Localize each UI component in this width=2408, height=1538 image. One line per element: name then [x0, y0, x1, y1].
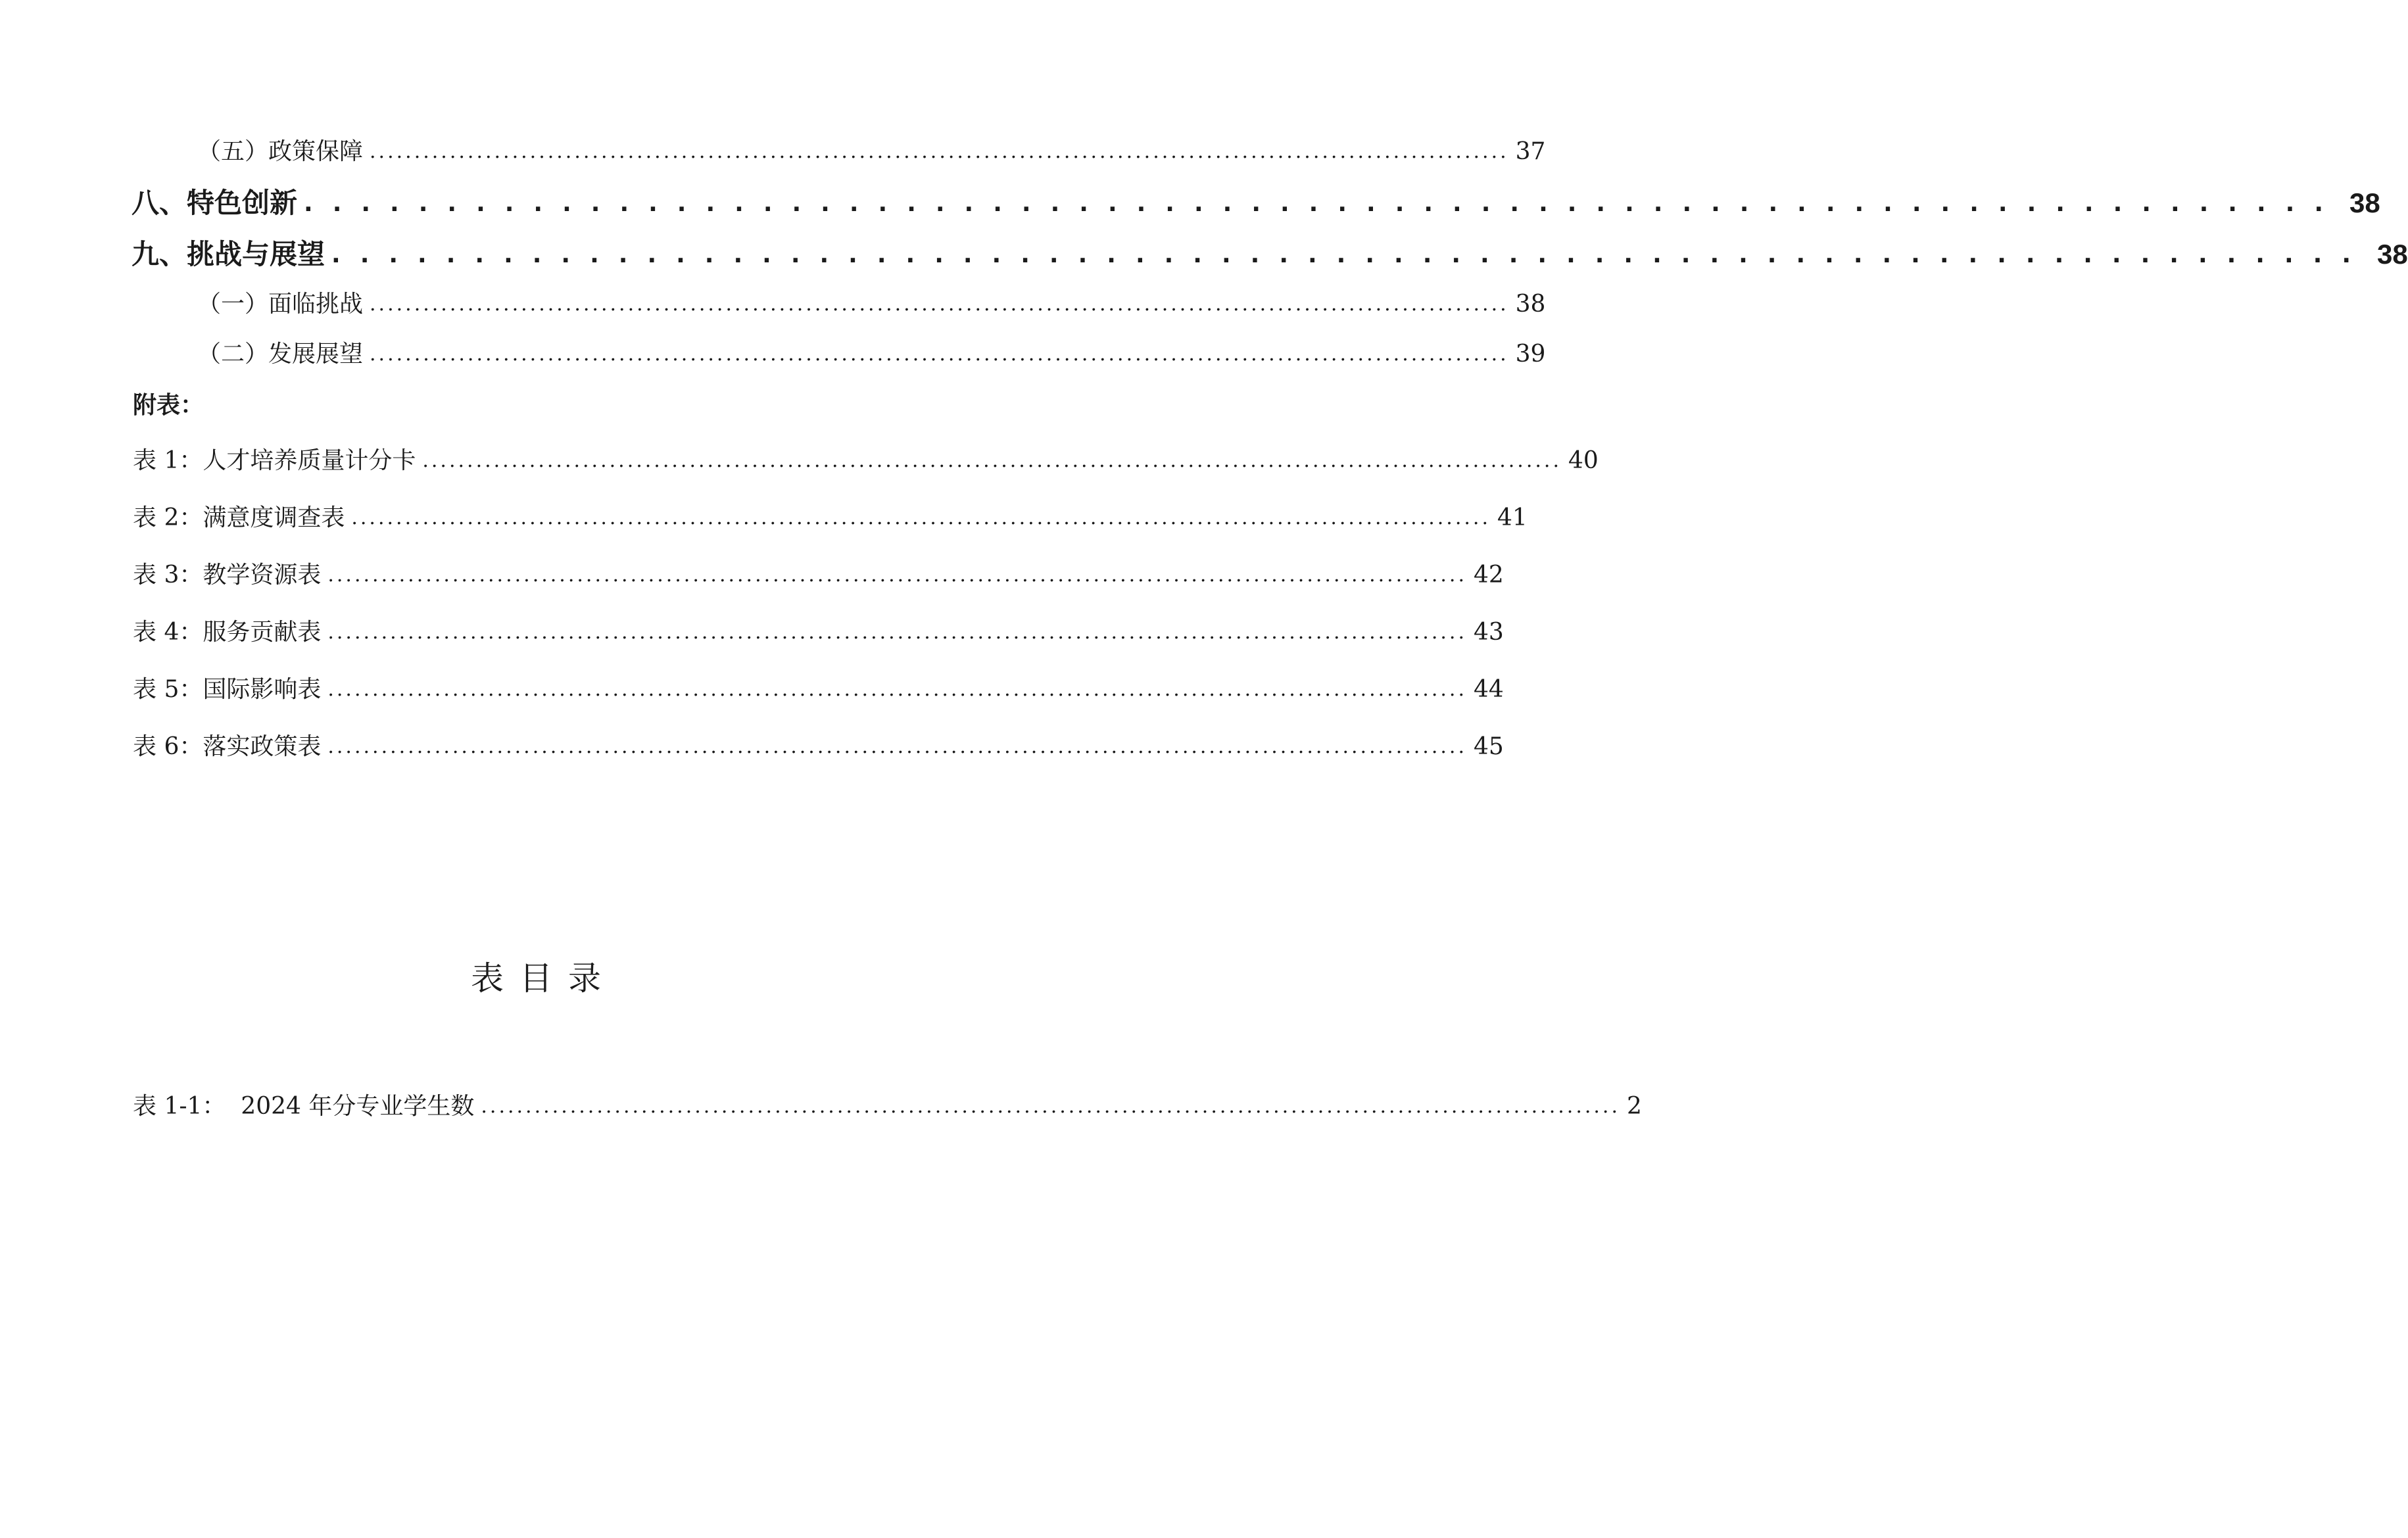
toc-appendix-entry-3[interactable] [133, 556, 1504, 590]
appendix-heading: 附表： [133, 392, 205, 419]
toc-entry-page: 39 [1515, 341, 1546, 368]
tables-toc-entry-1[interactable] [133, 1088, 1642, 1121]
dot-leader: ................................................................................................................................ [422, 449, 1562, 472]
toc-entry-label: （五）政策保障 [197, 138, 364, 165]
toc-appendix-entry-6[interactable] [133, 728, 1504, 761]
toc-entry-featured-innovation[interactable] [132, 181, 2380, 221]
toc-entry-label: 八、特色创新 [132, 187, 298, 219]
toc-entry-outlook[interactable] [197, 335, 1546, 369]
dot-leader: ................................................................................................................................ [351, 506, 1491, 529]
toc-entry-label: 表 1：人才培养质量计分卡 [133, 447, 416, 474]
toc-appendix-entry-2[interactable] [133, 499, 1528, 533]
toc-entry-label: 表 1-1： 2024 年分专业学生数 [133, 1093, 475, 1120]
toc-entry-label: 表 4：服务贡献表 [133, 619, 322, 646]
dot-leader: ....................................................................... [304, 190, 2343, 217]
toc-entry-policy-guarantee[interactable] [197, 133, 1546, 166]
toc-appendix-entry-1[interactable] [133, 442, 1599, 475]
toc-entry-label: 表 3：教学资源表 [133, 562, 322, 589]
dot-leader: ................................................................................................................................ [370, 343, 1509, 366]
toc-appendix-entry-4[interactable] [133, 613, 1504, 647]
toc-entry-page: 2 [1627, 1093, 1642, 1120]
dot-leader: ....................................................................... [331, 241, 2371, 268]
toc-entry-page: 38 [1515, 291, 1546, 318]
tables-toc-title: 表目录 [471, 959, 617, 997]
dot-leader: ................................................................................................................................ [327, 735, 1467, 758]
toc-entry-label: 表 5：国际影响表 [133, 676, 322, 703]
dot-leader: ................................................................................................................................ [370, 293, 1509, 316]
toc-entry-challenges[interactable] [197, 285, 1546, 319]
dot-leader: ................................................................................................................................ [327, 621, 1467, 644]
toc-entry-page: 38 [2349, 187, 2380, 218]
toc-entry-page: 38 [2377, 239, 2408, 270]
toc-entry-page: 41 [1497, 504, 1528, 531]
toc-entry-label: （一）面临挑战 [197, 291, 364, 318]
toc-entry-label: 九、挑战与展望 [132, 238, 325, 270]
toc-entry-label: 表 2：满意度调查表 [133, 504, 345, 531]
dot-leader: ................................................................................................................................ [370, 140, 1509, 163]
toc-entry-page: 43 [1473, 619, 1504, 646]
toc-entry-challenges-outlook[interactable] [132, 233, 2408, 272]
toc-entry-label: （二）发展展望 [197, 341, 364, 368]
dot-leader: ................................................................................................................................ [481, 1095, 1620, 1118]
dot-leader: ................................................................................................................................ [327, 678, 1467, 701]
toc-entry-page: 44 [1473, 676, 1504, 703]
toc-entry-page: 37 [1515, 138, 1546, 165]
toc-appendix-entry-5[interactable] [133, 671, 1504, 704]
toc-entry-page: 42 [1473, 562, 1504, 589]
toc-entry-page: 45 [1473, 733, 1504, 760]
toc-entry-label: 表 6：落实政策表 [133, 733, 322, 760]
dot-leader: ................................................................................................................................ [327, 564, 1467, 587]
toc-entry-page: 40 [1568, 447, 1599, 474]
